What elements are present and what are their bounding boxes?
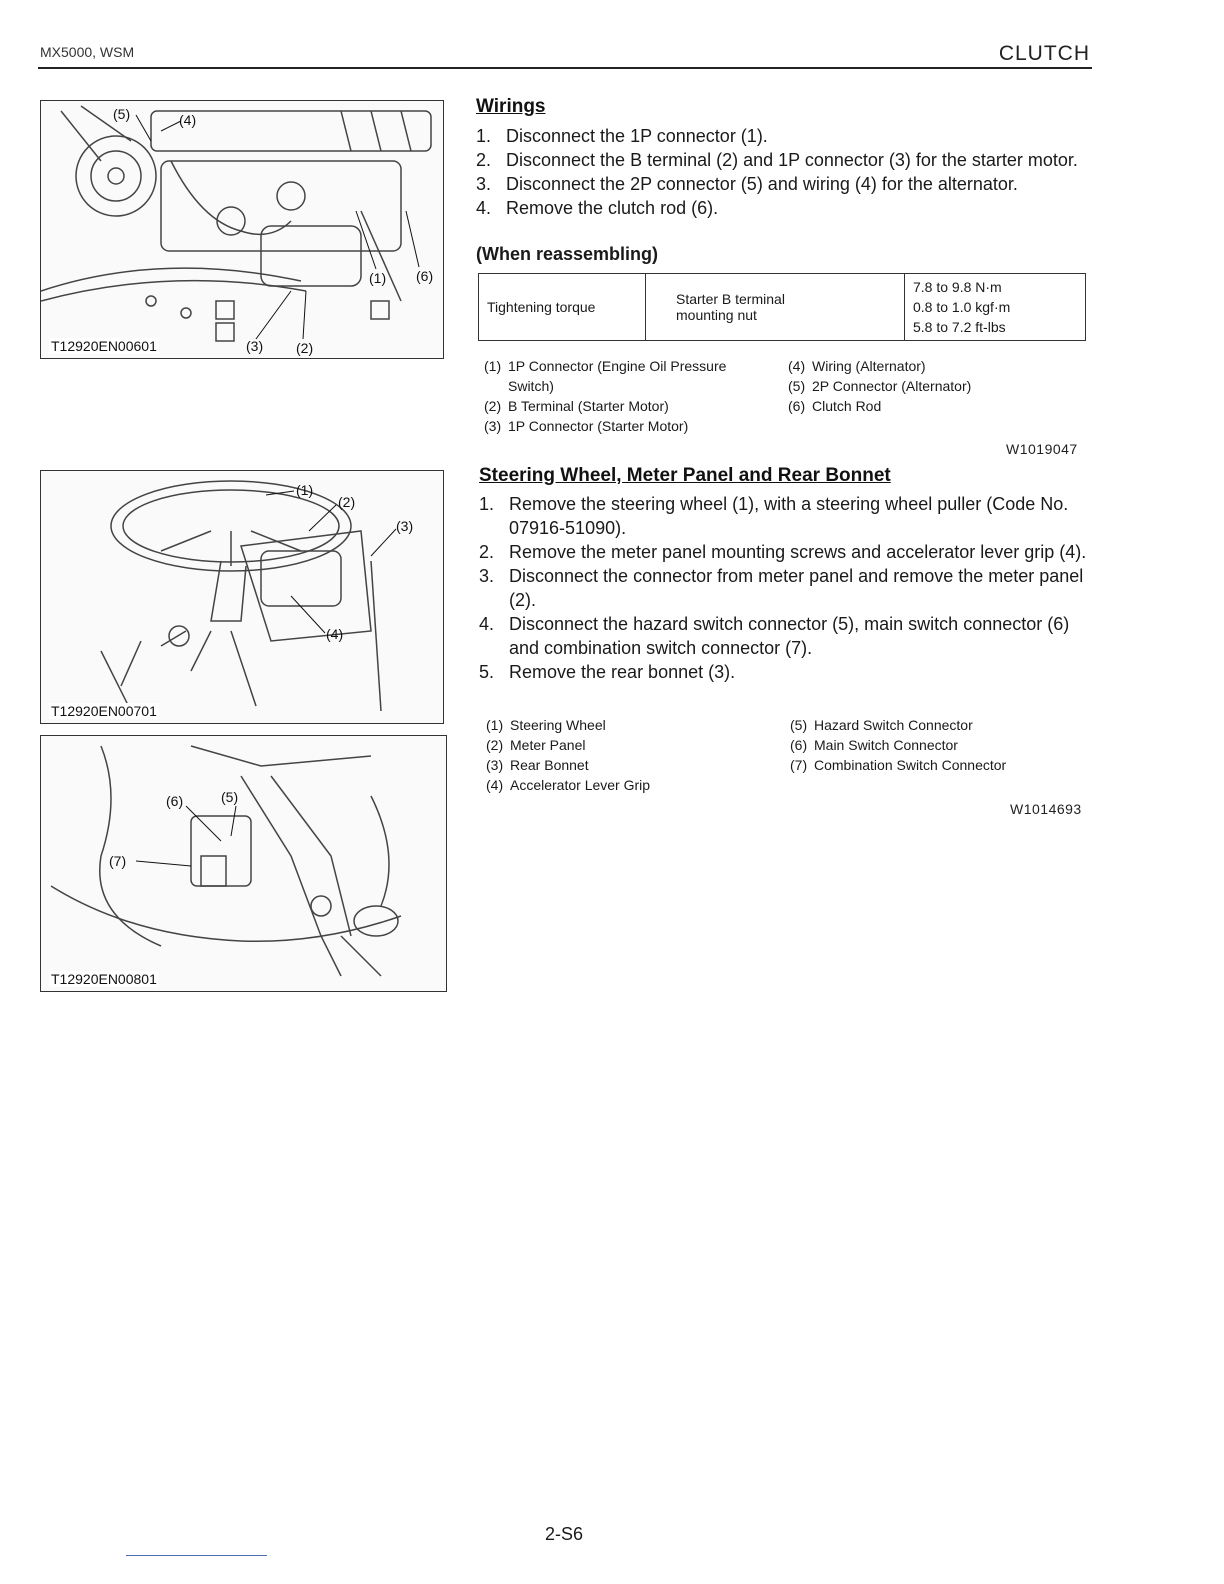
list-item: 3. Disconnect the connector from meter panel and remove the meter panel (2). [479,566,1084,610]
list-item: 2. Disconnect the B terminal (2) and 1P connector (3) for the starter motor. [476,150,1078,170]
header-manual-title: MX5000, WSM [40,44,135,60]
engine-wiring-illustration [41,101,443,358]
callout-engine-5: (5) [113,106,131,122]
list-item: 4. Remove the clutch rod (6). [476,198,719,218]
wirings-steps [476,124,1092,220]
legend-item: (1) Steering Wheel [486,717,606,733]
legend-item: (6) Clutch Rod [788,398,882,414]
callout-steering-1: (1) [296,482,314,498]
callout-engine-4: (4) [179,112,197,128]
callout-engine-3: (3) [246,338,264,354]
torque-table [478,273,1086,341]
header-rule [38,67,1092,69]
wirings-title: Wirings [476,96,546,117]
legend-item: (7) Combination Switch Connector [790,757,1007,773]
legend-item: (1) 1P Connector (Engine Oil Pressure [484,358,727,374]
legend-item: (6) Main Switch Connector [790,737,958,753]
list-item: 3. Disconnect the 2P connector (5) and wiring (4) for the alternator. [476,174,1018,194]
header-section-title: CLUTCH [998,42,1090,65]
wirings-legend-right [788,356,971,416]
legend-item: (5) Hazard Switch Connector [790,717,973,733]
page-number: 2-S6 [545,1524,584,1544]
list-item: 5. Remove the rear bonnet (3). [479,662,736,682]
wirings-doc-code: W1019047 [1006,441,1078,457]
legend-item: Switch) [508,378,554,394]
figure-engine-wiring [40,100,444,359]
steering-steps [479,492,1095,684]
callout-steering-2: (2) [338,494,356,510]
legend-item: (4) Wiring (Alternator) [788,358,926,374]
torque-part: Starter B terminal mounting nut [646,274,905,341]
steering-legend-right [790,715,1006,775]
figure-switch-connectors [40,735,447,992]
list-item: 4. Disconnect the hazard switch connector (5), main switch connector (6) and combination switch connector (7). [479,614,1070,658]
figure-code: T12920EN00801 [51,971,157,987]
callout-engine-6: (6) [416,268,434,284]
torque-values: 7.8 to 9.8 N·m 0.8 to 1.0 kgf·m 5.8 to 7.2 ft-lbs [905,274,1086,341]
figure-steering-wheel [40,470,444,724]
steering-doc-code: W1014693 [1010,801,1082,817]
callout-steering-3: (3) [396,518,414,534]
legend-item: (3) 1P Connector (Starter Motor) [484,418,689,434]
legend-item: (4) Accelerator Lever Grip [486,777,651,793]
callout-engine-1: (1) [369,270,387,286]
torque-label: Tightening torque [479,274,646,341]
callout-switch-5: (5) [221,789,239,805]
reassembling-heading: (When reassembling) [476,244,659,264]
legend-item: (2) Meter Panel [486,737,586,753]
footer-rule [126,1555,267,1556]
callout-switch-7: (7) [109,853,127,869]
wirings-legend-left [484,356,726,436]
legend-item: (3) Rear Bonnet [486,757,589,773]
list-item: 2. Remove the meter panel mounting screws and accelerator lever grip (4). [479,542,1087,562]
callout-steering-4: (4) [326,626,344,642]
callout-engine-2: (2) [296,340,314,356]
steering-legend-left [486,715,650,795]
figure-code: T12920EN00601 [51,338,157,354]
steering-wheel-illustration [41,471,443,723]
switch-connectors-illustration [41,736,446,991]
figure-code: T12920EN00701 [51,703,157,719]
legend-item: (2) B Terminal (Starter Motor) [484,398,669,414]
steering-title: Steering Wheel, Meter Panel and Rear Bonnet [479,465,891,486]
callout-switch-6: (6) [166,793,184,809]
list-item: 1. Disconnect the 1P connector (1). [476,126,768,146]
legend-item: (5) 2P Connector (Alternator) [788,378,972,394]
list-item: 1. Remove the steering wheel (1), with a steering wheel puller (Code No. 07916-51090). [479,494,1069,538]
